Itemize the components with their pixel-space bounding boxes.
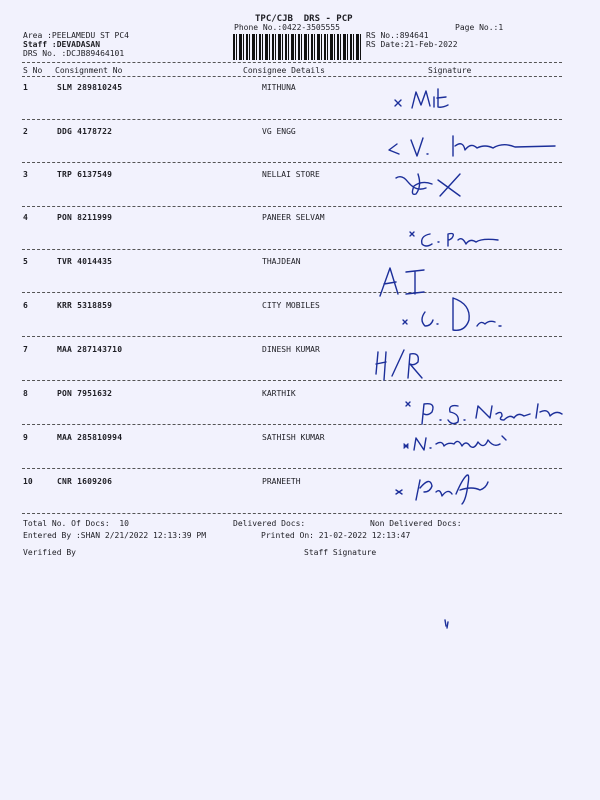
row-consignee: SATHISH KUMAR <box>262 433 325 442</box>
staff-field: Staff :DEVADASAN <box>23 40 101 49</box>
delivered-docs: Delivered Docs: <box>233 519 306 528</box>
non-delivered-docs: Non Delivered Docs: <box>370 519 462 528</box>
row-consignee: VG ENGG <box>262 127 296 136</box>
signature-3 <box>388 166 488 200</box>
signature-2 <box>385 132 565 162</box>
row-consignment: CNR 1609206 <box>57 477 113 486</box>
table-row <box>0 345 600 357</box>
drs-number: DRS No. :DCJB89464101 <box>23 49 125 58</box>
row-divider <box>22 336 562 337</box>
row-sno: 6 <box>23 301 28 310</box>
divider <box>22 62 562 63</box>
signature-6 <box>395 290 525 336</box>
document-title: TPC/CJB DRS - PCP <box>255 14 353 24</box>
signature-4 <box>406 226 506 250</box>
row-sno: 9 <box>23 433 28 442</box>
row-consignee: THAJDEAN <box>262 257 301 266</box>
column-header-consignment: Consignment No <box>55 66 123 75</box>
row-divider <box>22 513 562 514</box>
column-header-signature: Signature <box>428 66 472 75</box>
row-consignment: PON 7951632 <box>57 389 113 398</box>
row-consignment: TVR 4014435 <box>57 257 113 266</box>
row-sno: 4 <box>23 213 28 222</box>
table-row <box>0 257 600 269</box>
row-consignment: DDG 4178722 <box>57 127 113 136</box>
row-sno: 1 <box>23 83 28 92</box>
row-consignment: KRR 5318859 <box>57 301 113 310</box>
verified-by: Verified By <box>23 548 76 557</box>
row-consignment: PON 8211999 <box>57 213 113 222</box>
page-number: Page No.:1 <box>455 23 504 32</box>
column-header-consignee: Consignee Details <box>243 66 325 75</box>
row-sno: 7 <box>23 345 28 354</box>
signature-10 <box>392 470 502 512</box>
row-sno: 5 <box>23 257 28 266</box>
row-divider <box>22 468 562 469</box>
row-sno: 10 <box>23 477 33 486</box>
table-row <box>0 83 600 95</box>
total-docs: Total No. Of Docs: 10 <box>23 519 129 528</box>
row-divider <box>22 206 562 207</box>
row-consignee: CITY MOBILES <box>262 301 320 310</box>
divider <box>22 76 562 77</box>
row-consignee: DINESH KUMAR <box>262 345 320 354</box>
rs-number: RS No.:894641 <box>366 31 429 40</box>
ink-mark <box>442 618 452 632</box>
table-row <box>0 477 600 489</box>
row-consignee: KARTHIK <box>262 389 296 398</box>
entered-by: Entered By :SHAN 2/21/2022 12:13:39 PM <box>23 531 207 540</box>
printed-on: Printed On: 21-02-2022 12:13:47 <box>261 531 411 540</box>
row-consignment: MAA 287143710 <box>57 345 123 354</box>
row-consignment: TRP 6137549 <box>57 170 113 179</box>
area-field: Area :PEELAMEDU ST PC4 <box>23 31 129 40</box>
barcode <box>233 34 363 60</box>
phone-number: Phone No.:0422-3505555 <box>234 23 340 32</box>
rs-date: RS Date:21-Feb-2022 <box>366 40 458 49</box>
table-row <box>0 213 600 225</box>
column-header-sno: S No <box>23 66 43 75</box>
row-divider <box>22 119 562 120</box>
row-consignment: SLM 289810245 <box>57 83 123 92</box>
row-sno: 3 <box>23 170 28 179</box>
table-row <box>0 170 600 182</box>
signature-8 <box>400 394 570 430</box>
row-consignee: MITHUNA <box>262 83 296 92</box>
staff-signature: Staff Signature <box>304 548 377 557</box>
row-consignee: PRANEETH <box>262 477 301 486</box>
row-sno: 2 <box>23 127 28 136</box>
row-divider <box>22 380 562 381</box>
row-consignee: PANEER SELVAM <box>262 213 325 222</box>
row-divider <box>22 162 562 163</box>
row-consignment: MAA 285810994 <box>57 433 123 442</box>
signature-9 <box>398 426 528 456</box>
signature-1 <box>390 86 480 114</box>
row-consignee: NELLAI STORE <box>262 170 320 179</box>
row-sno: 8 <box>23 389 28 398</box>
signature-7 <box>370 346 430 382</box>
